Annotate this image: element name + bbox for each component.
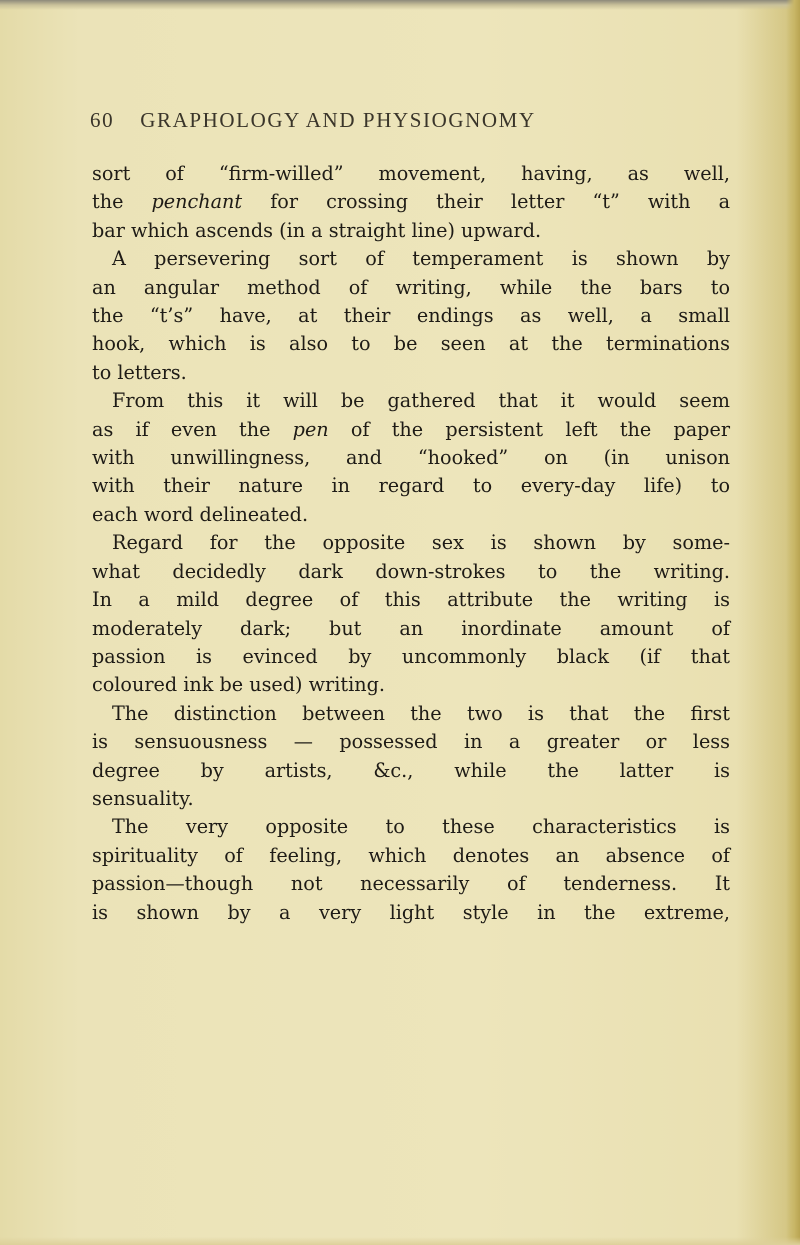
text-line: the “t’s” have, at their endings as well, a small [92, 304, 730, 328]
text-line: sensuality. [92, 786, 194, 810]
paragraph-start-line: The very opposite to these characteristics is [112, 815, 730, 839]
paragraph-start-line: The distinction between the two is that the first [112, 701, 730, 725]
italic-word: pen [292, 417, 329, 441]
text-line: with their nature in regard to every-day life) to [92, 474, 730, 498]
text-line: as if even the pen of the persistent left the paper [92, 417, 730, 441]
text-line: the penchant for crossing their letter “t” with a [92, 190, 731, 214]
text-line: passion—though not necessarily of tenderness. It [92, 872, 730, 896]
italic-word: penchant [151, 190, 243, 214]
text-line: what decidedly dark down-strokes to the writing. [92, 559, 730, 583]
text-line: passion is evinced by uncommonly black (if that [92, 644, 730, 668]
text-line: In a mild degree of this attribute the writing is [92, 588, 730, 612]
text-line: hook, which is also to be seen at the terminations [92, 332, 730, 356]
page-bottom-edge [0, 1237, 800, 1245]
text-line: sort of “firm-willed” movement, having, as well, [92, 162, 730, 185]
text-line: coloured ink be used) writing. [92, 673, 385, 697]
text-line: spirituality of feeling, which denotes an absence of [92, 843, 730, 867]
text-line: is shown by a very light style in the extreme, [92, 900, 730, 924]
text-line: an angular method of writing, while the bars to [92, 275, 730, 299]
running-header [90, 108, 730, 133]
body-text [92, 160, 730, 927]
text-line: is sensuousness — possessed in a greater or less [92, 730, 730, 754]
page-top-edge [0, 0, 800, 10]
text-line: bar which ascends (in a straight line) upward. [92, 218, 542, 242]
text-line: degree by artists, &c., while the latter is [92, 758, 730, 782]
paragraph-start-line: Regard for the opposite sex is shown by some- [112, 531, 730, 555]
paragraph-start-line: A persevering sort of temperament is shown by [112, 247, 730, 271]
page-right-edge [786, 0, 800, 1245]
text-line: moderately dark; but an inordinate amount of [92, 616, 730, 640]
paragraph-start-line: From this it will be gathered that it would seem [112, 389, 730, 413]
text-line: each word delineated. [92, 502, 309, 526]
text-line: with unwillingness, and “hooked” on (in unison [92, 446, 730, 470]
running-title: GRAPHOLOGY AND PHYSIOGNOMY [140, 108, 536, 132]
text-line: to letters. [92, 360, 187, 384]
page-number: 60 [90, 108, 115, 132]
